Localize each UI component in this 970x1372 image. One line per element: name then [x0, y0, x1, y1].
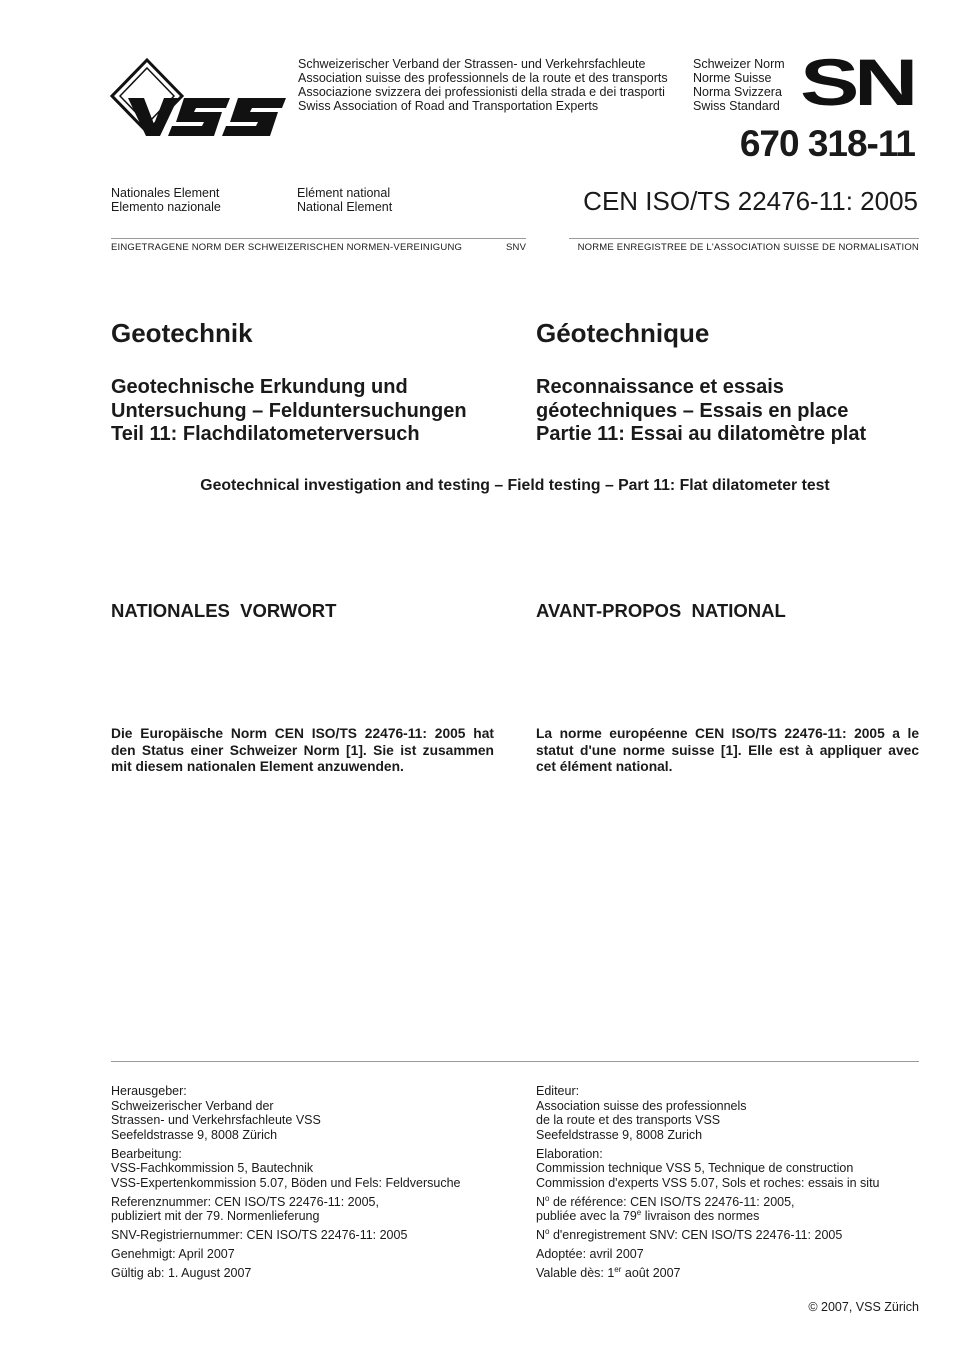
- reference-block: [111, 1195, 521, 1224]
- title-de: Geotechnik: [111, 318, 253, 348]
- superscript: o: [545, 1193, 550, 1203]
- vss-logo: [110, 58, 290, 140]
- element-label-left: [111, 186, 221, 214]
- footer-text: publiée avec la 79: [536, 1209, 637, 1223]
- footer-line: VSS-Fachkommission 5, Bautechnik: [111, 1161, 314, 1175]
- footer-text: de référence: CEN ISO/TS 22476-11: 2005,: [549, 1194, 795, 1209]
- element-label: Elemento nazionale: [111, 200, 221, 214]
- foreword-line: Die Europäische Norm CEN ISO/TS 22476-11: 2005 hat: [111, 726, 494, 741]
- element-label-right: [297, 186, 392, 214]
- footer-line: Referenznummer: CEN ISO/TS 22476-11: 2005,: [111, 1194, 379, 1209]
- subtitle-line: Partie 11: Essai au dilatomètre plat: [536, 423, 867, 445]
- cen-reference: CEN ISO/TS 22476-11: 2005: [583, 186, 918, 216]
- footer-line: Commission technique VSS 5, Technique de construction: [536, 1161, 854, 1175]
- footer-text: livraison des normes: [641, 1209, 760, 1223]
- norm-type-line: Norme Suisse: [693, 71, 772, 85]
- footer-line: Commission d'experts VSS 5.07, Sols et roches: essais in situ: [536, 1175, 880, 1190]
- association-line: Associazione svizzera dei professionisti della strada e dei trasporti: [298, 85, 665, 99]
- registry-right: NORME ENREGISTREE DE L'ASSOCIATION SUISSE DE NORMALISATION: [577, 242, 919, 253]
- copyright: © 2007, VSS Zürich: [808, 1300, 919, 1314]
- footer-text: Valable dès: 1: [536, 1266, 615, 1280]
- superscript: er: [614, 1265, 622, 1274]
- snv-line: SNV-Registriernummer: CEN ISO/TS 22476-11: 2005: [111, 1228, 408, 1242]
- superscript: e: [636, 1208, 642, 1217]
- norm-type-line: Swiss Standard: [693, 99, 780, 113]
- element-label: Elément national: [297, 186, 391, 200]
- footer-text: N: [536, 1194, 546, 1209]
- editing-block: [536, 1147, 919, 1191]
- approved-line: Adoptée: avril 2007: [536, 1247, 644, 1261]
- norm-type-line: Norma Svizzera: [693, 85, 782, 99]
- footer-line: VSS-Expertenkommission 5.07, Böden und Fels: Feldversuche: [111, 1175, 461, 1190]
- subtitle-line: Reconnaissance et essais: [536, 376, 784, 398]
- footer-fr: [536, 1084, 919, 1285]
- foreword-line: statut d'une norme suisse [1]. Elle est à appliquer avec: [536, 742, 919, 758]
- footer-line: Seefeldstrasse 9, 8008 Zürich: [111, 1127, 278, 1142]
- subtitle-fr: [536, 376, 866, 447]
- footer-line: Elaboration:: [536, 1146, 603, 1161]
- foreword-heading-fr: AVANT-PROPOS NATIONAL: [536, 600, 786, 621]
- subtitle-de: [111, 376, 467, 447]
- footer-text: août 2007: [621, 1266, 681, 1280]
- footer-line: [536, 1195, 919, 1210]
- norm-type-labels: [693, 57, 785, 113]
- subtitle-line: Teil 11: Flachdilatometerversuch: [111, 423, 420, 445]
- footer-line: [536, 1209, 919, 1224]
- association-names: [298, 57, 668, 113]
- valid-line: [536, 1266, 919, 1281]
- foreword-text-de: [111, 726, 494, 776]
- snv-line: [536, 1228, 919, 1243]
- publisher-block: [111, 1084, 521, 1142]
- publisher-block: [536, 1084, 919, 1142]
- element-label: National Element: [297, 200, 393, 214]
- footer-line: Association suisse des professionnels: [536, 1098, 747, 1113]
- footer-line: Herausgeber:: [111, 1084, 187, 1098]
- footer-line: Bearbeitung:: [111, 1146, 182, 1161]
- superscript: o: [545, 1227, 550, 1236]
- association-line: Schweizerischer Verband der Strassen- und Verkehrsfachleute: [298, 57, 646, 71]
- foreword-line: mit diesem nationalen Element anzuwenden.: [111, 759, 404, 774]
- registry-mid: SNV: [506, 242, 527, 253]
- footer-line: de la route et des transports VSS: [536, 1113, 721, 1127]
- norm-number: 670 318-11: [739, 123, 915, 164]
- editing-block: [111, 1147, 521, 1191]
- subtitle-line: Geotechnische Erkundung und: [111, 376, 408, 398]
- association-line: Association suisse des professionnels de la route et des transports: [298, 71, 668, 85]
- reference-block: [536, 1195, 919, 1224]
- title-fr: Géotechnique: [536, 318, 710, 348]
- registry-left: EINGETRAGENE NORM DER SCHWEIZERISCHEN NORMEN-VEREINIGUNG: [111, 242, 463, 253]
- footer-line: Schweizerischer Verband der: [111, 1098, 274, 1113]
- subtitle-line: géotechniques – Essais en place: [536, 399, 849, 422]
- vss-logo-text: VSS: [110, 58, 113, 59]
- footer-text: N: [536, 1228, 546, 1242]
- foreword-line: La norme européenne CEN ISO/TS 22476-11: 2005 a le: [536, 726, 919, 741]
- sn-logo: SN: [800, 45, 913, 119]
- header-rule: [111, 238, 526, 239]
- header-rule: [569, 238, 919, 239]
- foreword-line: cet élément national.: [536, 759, 673, 774]
- foreword-line: den Status einer Schweizer Norm [1]. Sie ist zusammen: [111, 742, 494, 758]
- element-label: Nationales Element: [111, 186, 220, 200]
- title-en: Geotechnical investigation and testing – Field testing – Part 11: Flat dilatometer test: [200, 477, 830, 494]
- approved-line: Genehmigt: April 2007: [111, 1247, 235, 1261]
- footer-rule: [111, 1061, 919, 1062]
- norm-type-line: Schweizer Norm: [693, 57, 785, 71]
- subtitle-line: Untersuchung – Felduntersuchungen: [111, 399, 467, 422]
- valid-line: Gültig ab: 1. August 2007: [111, 1266, 252, 1280]
- foreword-text-fr: [536, 726, 919, 776]
- footer-de: [111, 1084, 521, 1285]
- foreword-heading-de: NATIONALES VORWORT: [111, 600, 337, 621]
- association-line: Swiss Association of Road and Transportation Experts: [298, 99, 599, 113]
- footer-line: Editeur:: [536, 1084, 580, 1098]
- footer-line: Strassen- und Verkehrsfachleute VSS: [111, 1113, 321, 1127]
- footer-text: d'enregistrement SNV: CEN ISO/TS 22476-11: 2005: [549, 1228, 843, 1242]
- footer-line: Seefeldstrasse 9, 8008 Zurich: [536, 1127, 703, 1142]
- footer-line: publiziert mit der 79. Normenlieferung: [111, 1209, 320, 1223]
